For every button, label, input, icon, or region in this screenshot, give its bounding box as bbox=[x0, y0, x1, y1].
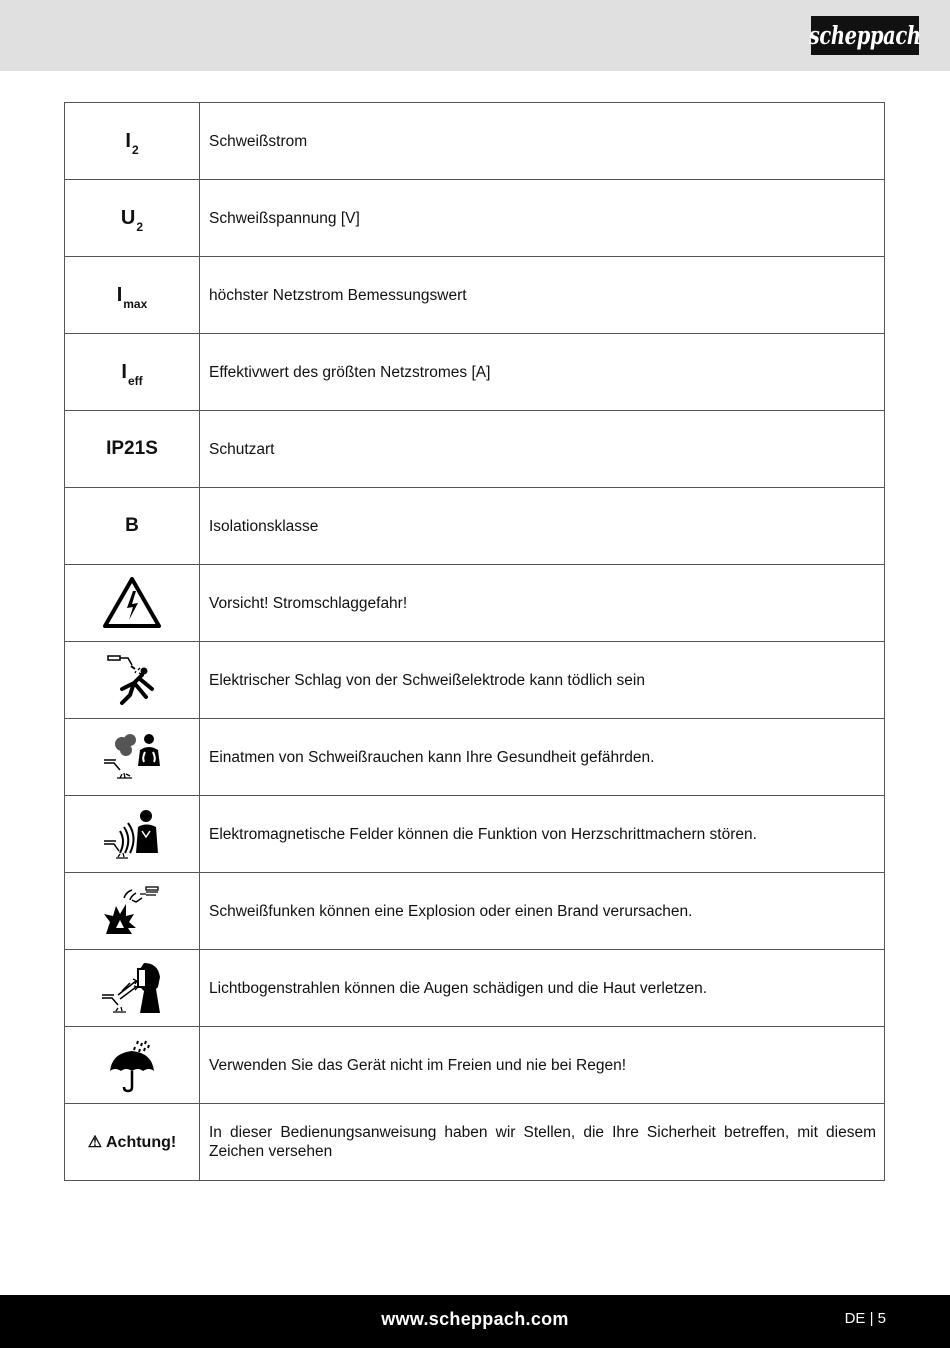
table-row bbox=[65, 642, 885, 719]
table-row bbox=[65, 488, 885, 565]
symbol-cell bbox=[65, 257, 200, 334]
description-cell: Lichtbogenstrahlen können die Augen schädigen und die Haut verletzen. bbox=[200, 950, 885, 1027]
description-cell: Schutzart bbox=[200, 411, 885, 488]
symbol-i2: $I_2$ bbox=[125, 129, 139, 157]
symbol-cell bbox=[65, 103, 200, 180]
symbol-u2: $U_2$ bbox=[120, 206, 144, 234]
symbol-imax: $I_{max}$ bbox=[116, 283, 148, 311]
website-url[interactable]: www.scheppach.com bbox=[381, 1309, 569, 1329]
symbol-b: B bbox=[125, 515, 139, 536]
symbol-table bbox=[64, 102, 885, 1181]
table-row bbox=[65, 411, 885, 488]
symbol-cell bbox=[65, 411, 200, 488]
table-row bbox=[65, 950, 885, 1027]
scheppach-logo bbox=[811, 16, 919, 55]
symbol-cell bbox=[65, 1104, 200, 1181]
footer-bar bbox=[0, 1295, 950, 1348]
symbol-cell bbox=[65, 334, 200, 411]
table-row bbox=[65, 1104, 885, 1181]
electrode-shock-icon bbox=[102, 653, 162, 707]
description-cell: Effektivwert des größten Netzstromes [A] bbox=[200, 334, 885, 411]
symbol-cell bbox=[65, 796, 200, 873]
symbol-cell bbox=[65, 642, 200, 719]
table-row bbox=[65, 1027, 885, 1104]
symbol-cell bbox=[65, 1027, 200, 1104]
symbol-cell bbox=[65, 565, 200, 642]
electromagnetic-field-icon bbox=[102, 807, 162, 861]
description-cell: Schweißspannung [V] bbox=[200, 180, 885, 257]
electric-shock-warning-icon bbox=[102, 576, 162, 630]
arc-radiation-icon bbox=[100, 961, 164, 1015]
description-cell: Elektrischer Schlag von der Schweißelektrode kann tödlich sein bbox=[200, 642, 885, 719]
description-cell: Elektromagnetische Felder können die Funktion von Herzschrittmachern stören. bbox=[200, 796, 885, 873]
symbol-cell bbox=[65, 873, 200, 950]
description-cell: Verwenden Sie das Gerät nicht im Freien und nie bei Regen! bbox=[200, 1027, 885, 1104]
symbol-cell bbox=[65, 950, 200, 1027]
table-row bbox=[65, 565, 885, 642]
description-cell: Einatmen von Schweißrauchen kann Ihre Gesundheit gefährden. bbox=[200, 719, 885, 796]
umbrella-rain-icon bbox=[102, 1037, 162, 1093]
description-cell: In dieser Bedienungsanweisung haben wir Stellen, die Ihre Sicherheit betreffen, mit diesem Zeichen versehen bbox=[200, 1104, 885, 1181]
description-cell: Vorsicht! Stromschlaggefahr! bbox=[200, 565, 885, 642]
symbol-cell bbox=[65, 719, 200, 796]
description-cell: Schweißstrom bbox=[200, 103, 885, 180]
symbol-cell bbox=[65, 180, 200, 257]
welding-sparks-explosion-icon bbox=[102, 884, 162, 938]
header-band bbox=[0, 0, 950, 71]
achtung-label: ⚠ Achtung! bbox=[87, 1134, 177, 1151]
description-cell: höchster Netzstrom Bemessungswert bbox=[200, 257, 885, 334]
welding-fumes-icon bbox=[102, 730, 162, 784]
page-number: DE | 5 bbox=[844, 1310, 886, 1327]
symbol-ip21s: IP21S bbox=[106, 438, 158, 459]
symbol-cell bbox=[65, 488, 200, 565]
logo-text: scheppach bbox=[809, 21, 921, 50]
table-row bbox=[65, 719, 885, 796]
table-row bbox=[65, 103, 885, 180]
description-cell: Isolationsklasse bbox=[200, 488, 885, 565]
description-cell: Schweißfunken können eine Explosion oder einen Brand verursachen. bbox=[200, 873, 885, 950]
table-row bbox=[65, 257, 885, 334]
table-row bbox=[65, 873, 885, 950]
table-row bbox=[65, 334, 885, 411]
table-row bbox=[65, 796, 885, 873]
table-row bbox=[65, 180, 885, 257]
symbol-ieff: $I_{eff}$ bbox=[121, 360, 143, 388]
